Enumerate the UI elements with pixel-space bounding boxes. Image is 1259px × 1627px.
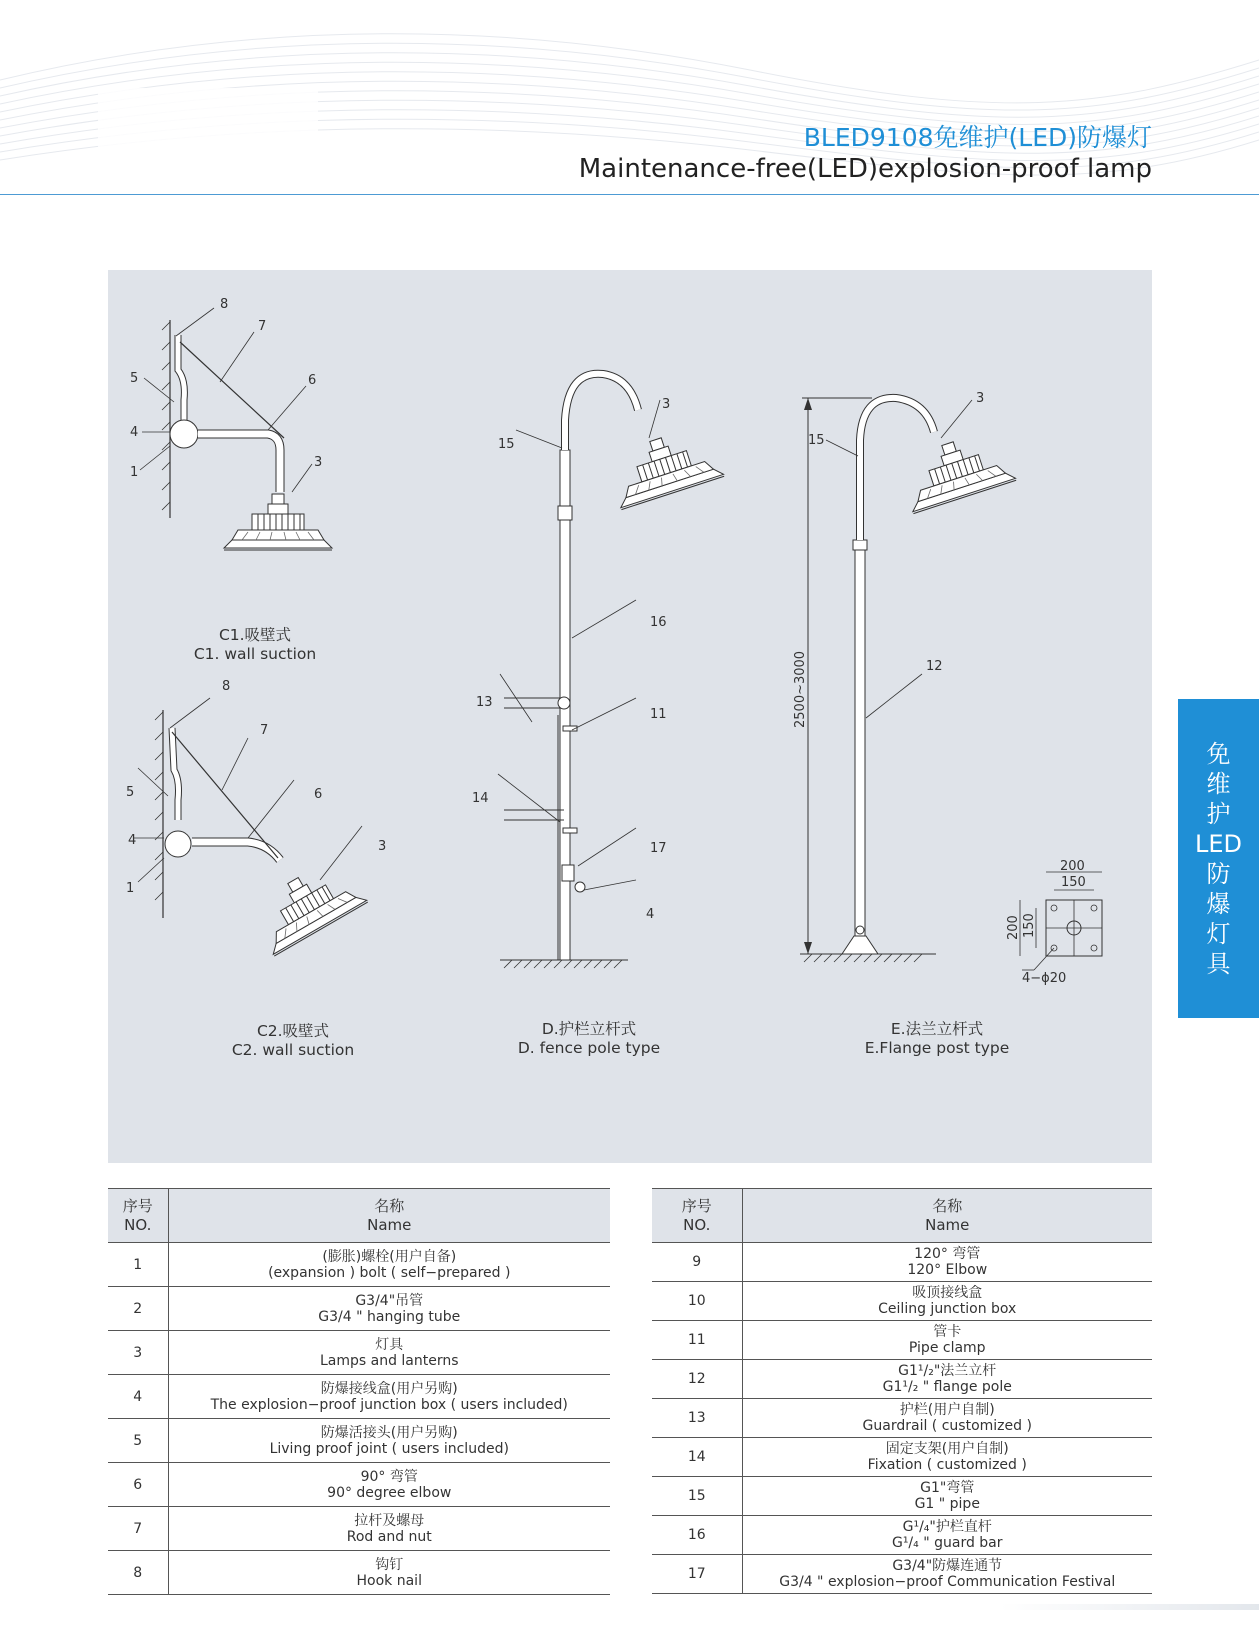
table-header-name [168,1189,610,1243]
side-tab-char: 免 [1206,740,1231,768]
height-dimension: 2500~3000 [793,650,808,728]
table-row [652,1399,1152,1438]
c2-callout-7: 7 [260,723,269,738]
row-no: 4 [108,1375,168,1419]
header-name-en: Name [925,1215,970,1234]
flange-plate-detail [1006,859,1102,986]
table-row [108,1419,610,1463]
d-callout-16: 16 [650,615,667,630]
flange-hole-spacing-dim: 150 [1061,875,1086,890]
row-name-en: 120° Elbow [907,1262,988,1278]
row-name-cn: 拉杆及螺母 [354,1512,425,1529]
c2-callout-8: 8 [222,679,231,694]
row-name-cn: G3/4"吊管 [355,1292,424,1309]
row-no: 2 [108,1287,168,1331]
flange-height-dim: 200 [1006,915,1021,940]
row-name-en: Hook nail [356,1572,422,1589]
table-header-name [742,1189,1152,1243]
header-no-cn: 序号 [122,1196,153,1215]
row-name-en: Fixation ( customized ) [867,1457,1027,1473]
caption-d-cn: D.护栏立杆式 [541,1020,637,1038]
row-name [742,1321,1152,1360]
row-name-cn: 灯具 [375,1336,404,1353]
c2-callout-6: 6 [314,787,323,802]
table-row [652,1321,1152,1360]
row-name-en: Lamps and lanterns [319,1352,459,1369]
row-name-cn: G3/4"防爆连通节 [892,1558,1003,1574]
row-name-en: 90° degree elbow [327,1484,452,1501]
row-name-en: G1 " pipe [914,1496,980,1512]
row-name-cn: 管卡 [933,1324,962,1340]
side-tab-char: 维 [1206,770,1231,798]
row-name-cn: 吸顶接线盒 [912,1285,983,1301]
flange-width-dim: 200 [1060,859,1085,874]
e-callout-15: 15 [808,433,825,448]
row-name [168,1375,610,1419]
table-row [108,1331,610,1375]
row-name [742,1477,1152,1516]
caption-c2-en: C2. wall suction [231,1041,355,1059]
c2-callout-1: 1 [126,881,135,896]
row-no: 6 [108,1463,168,1507]
table-row [652,1477,1152,1516]
row-name [742,1243,1152,1282]
page-title-en: Maintenance-free(LED)explosion-proof lamp [578,154,1152,184]
row-name-cn: G1"弯管 [920,1480,975,1496]
header-name-cn: 名称 [932,1196,963,1215]
c1-callout-6: 6 [308,373,317,388]
footer-fade-line [1000,1604,1259,1610]
side-category-tab [1178,699,1259,1018]
row-name-cn: G1¹/₂"法兰立杆 [898,1363,997,1379]
table-row [108,1507,610,1551]
side-tab-char: LED [1194,830,1242,858]
row-name-en: G1¹/₂ " flange pole [882,1379,1012,1395]
row-name-en: G3/4 " explosion−proof Communication Festival [779,1574,1116,1590]
row-name-en: (expansion ) bolt ( self−prepared ) [268,1264,511,1281]
header-rule [0,194,1259,195]
d-callout-3: 3 [662,397,671,412]
parts-table-left [108,1188,610,1595]
caption-e [832,1020,1042,1058]
row-no: 1 [108,1243,168,1287]
row-name [168,1551,610,1595]
row-name-en: The explosion−proof junction box ( users included) [210,1396,568,1413]
d-callout-15: 15 [498,437,515,452]
header-no-en: NO. [683,1215,711,1234]
row-name-cn: (膨胀)螺栓(用户自备) [322,1248,457,1265]
row-no: 11 [652,1321,742,1360]
c1-callout-8: 8 [220,297,229,312]
row-name-cn: 90° 弯管 [360,1468,418,1485]
d-callout-11: 11 [650,707,667,722]
d-callout-17: 17 [650,841,667,856]
table-row [108,1551,610,1595]
row-name-en: Ceiling junction box [878,1301,1017,1317]
flange-hole-spacing-v-dim: 150 [1022,913,1037,938]
row-no: 5 [108,1419,168,1463]
table-row [652,1360,1152,1399]
table-header-no [652,1189,742,1243]
row-no: 8 [108,1551,168,1595]
row-name [742,1438,1152,1477]
row-name-en: G3/4 " hanging tube [318,1308,461,1325]
row-no: 3 [108,1331,168,1375]
row-name-cn: G¹/₄"护栏直杆 [902,1519,992,1535]
diagram-d [472,374,724,968]
table-row [108,1243,610,1287]
row-no: 10 [652,1282,742,1321]
c1-callout-1: 1 [130,465,139,480]
row-no: 12 [652,1360,742,1399]
c2-callout-3: 3 [378,839,387,854]
row-no: 7 [108,1507,168,1551]
caption-c2 [208,1022,378,1060]
header-no-cn: 序号 [681,1196,712,1215]
row-name [168,1419,610,1463]
c2-callout-5: 5 [126,785,135,800]
row-name-en: G¹/₄ " guard bar [891,1535,1003,1551]
flange-holes-label: 4−ϕ20 [1022,971,1067,986]
d-callout-14: 14 [472,791,489,806]
caption-e-cn: E.法兰立杆式 [890,1020,984,1038]
parts-table-right [652,1188,1152,1594]
row-no: 15 [652,1477,742,1516]
row-name-cn: 钩钉 [375,1556,404,1573]
row-name-cn: 120° 弯管 [914,1246,981,1262]
table-row [108,1375,610,1419]
row-name [742,1516,1152,1555]
row-name-en: Rod and nut [346,1528,432,1545]
table-header-no [108,1189,168,1243]
page-title-cn: BLED9108免维护(LED)防爆灯 [803,123,1152,152]
header-name-cn: 名称 [374,1196,405,1215]
table-row [652,1243,1152,1282]
row-name [742,1399,1152,1438]
row-name-en: Guardrail ( customized ) [862,1418,1032,1434]
caption-d-en: D. fence pole type [517,1039,661,1057]
caption-c1-cn: C1.吸壁式 [218,626,292,644]
table-row [652,1516,1152,1555]
table-row [652,1555,1152,1594]
caption-c1 [170,626,340,664]
row-no: 9 [652,1243,742,1282]
row-name-en: Living proof joint ( users included) [269,1440,509,1457]
c1-callout-3: 3 [314,455,323,470]
d-callout-13: 13 [476,695,493,710]
e-callout-12: 12 [926,659,943,674]
c1-callout-4: 4 [130,425,139,440]
row-name [168,1507,610,1551]
table-row [108,1463,610,1507]
row-no: 16 [652,1516,742,1555]
row-name [742,1555,1152,1594]
table-row [652,1282,1152,1321]
side-tab-char: 护 [1206,800,1231,828]
d-callout-4: 4 [646,907,655,922]
c1-callout-7: 7 [258,319,267,334]
diagram-e [793,391,1102,986]
side-tab-char: 爆 [1206,890,1231,918]
row-no: 17 [652,1555,742,1594]
row-name [168,1463,610,1507]
row-no: 14 [652,1438,742,1477]
caption-e-en: E.Flange post type [864,1039,1010,1057]
side-tab-char: 防 [1206,860,1231,888]
table-row [108,1287,610,1331]
c2-callout-4: 4 [128,833,137,848]
row-name [742,1360,1152,1399]
caption-d [484,1020,694,1058]
row-name-cn: 固定支架(用户自制) [885,1441,1009,1457]
row-name-cn: 防爆接线盒(用户另购) [320,1380,458,1397]
row-name-cn: 护栏(用户自制) [899,1402,995,1418]
side-tab-char: 具 [1206,950,1231,978]
row-no: 13 [652,1399,742,1438]
table-row [652,1438,1152,1477]
diagram-c2 [126,679,386,956]
header-name-en: Name [367,1215,412,1234]
side-tab-char: 灯 [1206,920,1231,948]
diagram-c1 [130,297,332,550]
c1-callout-5: 5 [130,371,139,386]
caption-c1-en: C1. wall suction [193,645,317,663]
row-name-cn: 防爆活接头(用户另购) [320,1424,458,1441]
row-name [168,1287,610,1331]
row-name-en: Pipe clamp [908,1340,986,1356]
row-name [742,1282,1152,1321]
header-no-en: NO. [124,1215,152,1234]
caption-c2-cn: C2.吸壁式 [256,1022,330,1040]
row-name [168,1243,610,1287]
e-callout-3: 3 [976,391,985,406]
row-name [168,1331,610,1375]
